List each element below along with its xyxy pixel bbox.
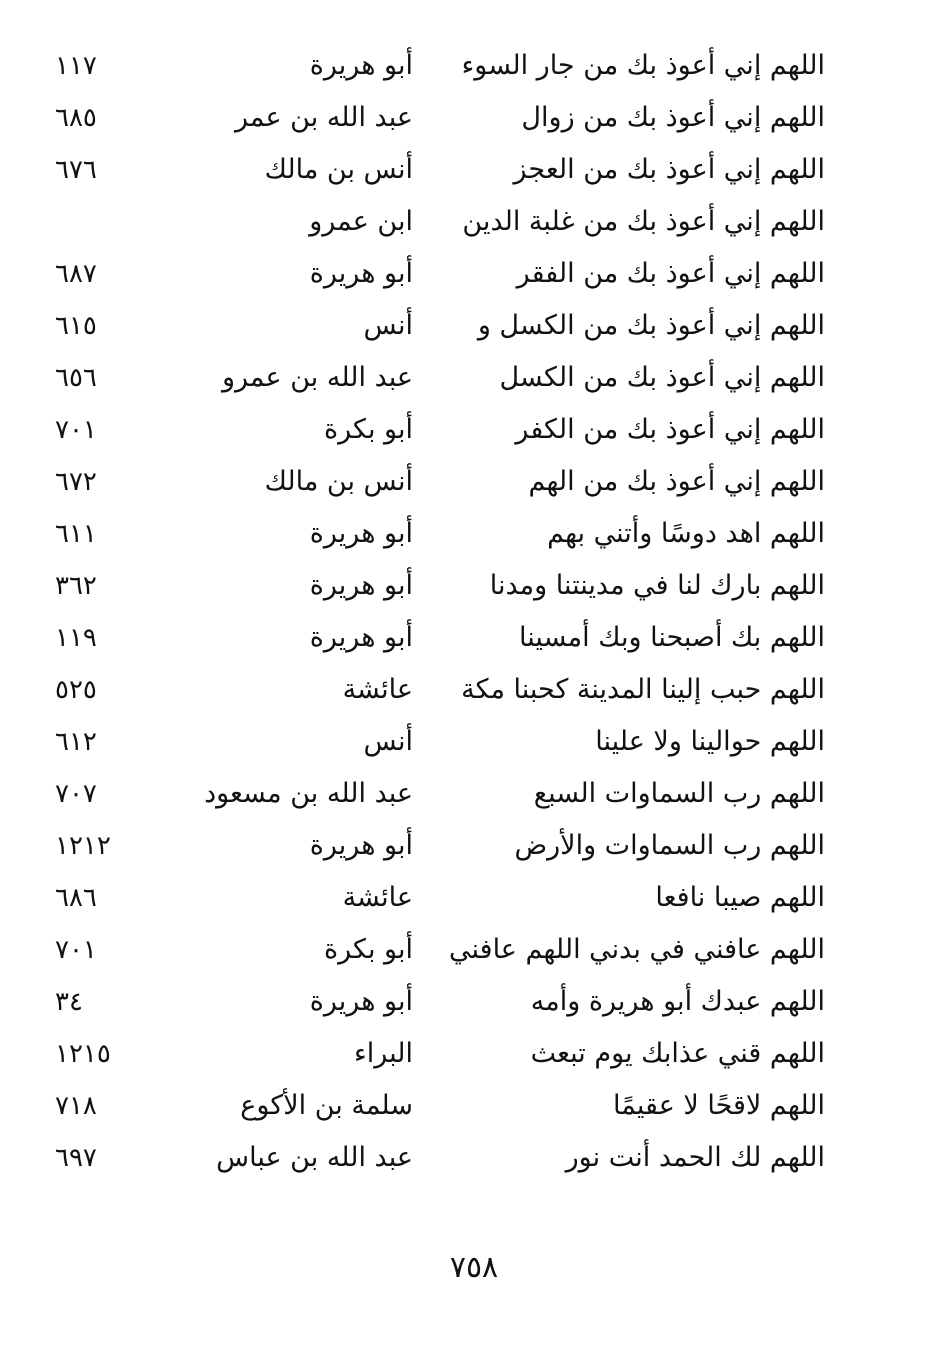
page-reference: ٧٠١	[55, 935, 97, 965]
hadith-text: اللهم لاقحًا لا عقيمًا	[613, 1090, 825, 1121]
index-row	[0, 404, 948, 456]
hadith-text: اللهم رب السماوات السبع	[533, 778, 825, 809]
index-row	[0, 196, 948, 248]
index-row	[0, 456, 948, 508]
narrator-name: عبد الله بن عمرو	[221, 362, 413, 393]
hadith-text: اللهم إني أعوذ بك من العجز	[513, 154, 825, 185]
hadith-text: اللهم إني أعوذ بك من الفقر	[516, 258, 825, 289]
hadith-text: اللهم بك أصبحنا وبك أمسينا	[519, 622, 825, 653]
page-reference: ٦٧٢	[55, 467, 97, 497]
narrator-name: ابن عمرو	[309, 206, 413, 237]
hadith-text: اللهم إني أعوذ بك من الكسل و	[477, 310, 825, 341]
index-row	[0, 664, 948, 716]
index-row	[0, 1028, 948, 1080]
narrator-name: أبو هريرة	[309, 258, 413, 289]
narrator-name: أبو هريرة	[309, 986, 413, 1017]
index-row	[0, 612, 948, 664]
page-reference: ٦١٥	[55, 311, 97, 341]
page-reference: ٦١٢	[55, 727, 97, 757]
index-row	[0, 248, 948, 300]
index-row	[0, 92, 948, 144]
narrator-name: أبو هريرة	[309, 622, 413, 653]
hadith-text: اللهم بارك لنا في مدينتنا ومدنا	[489, 570, 825, 601]
page-reference: ٧٠١	[55, 415, 97, 445]
index-row	[0, 820, 948, 872]
narrator-name: أبو هريرة	[309, 570, 413, 601]
narrator-name: أبو هريرة	[309, 50, 413, 81]
page-reference: ٧٠٧	[55, 779, 97, 809]
narrator-name: أنس	[363, 310, 413, 341]
hadith-text: اللهم إني أعوذ بك من جار السوء	[461, 50, 825, 81]
index-row	[0, 976, 948, 1028]
index-row	[0, 1080, 948, 1132]
index-row	[0, 300, 948, 352]
narrator-name: عبد الله بن عباس	[216, 1142, 413, 1173]
hadith-text: اللهم إني أعوذ بك من غلبة الدين	[462, 206, 825, 237]
narrator-name: عائشة	[342, 674, 413, 705]
page-reference: ٥٢٥	[55, 675, 97, 705]
narrator-name: أبو هريرة	[309, 830, 413, 861]
narrator-name: أبو بكرة	[323, 934, 413, 965]
hadith-text: اللهم إني أعوذ بك من الهم	[528, 466, 825, 497]
page-reference: ٦٨٦	[55, 883, 97, 913]
hadith-text: اللهم إني أعوذ بك من الكفر	[515, 414, 825, 445]
page-reference: ١٢١٢	[55, 831, 111, 861]
narrator-name: أنس بن مالك	[264, 154, 413, 185]
index-row	[0, 144, 948, 196]
index-row	[0, 924, 948, 976]
page-reference: ٣٤	[55, 987, 83, 1017]
hadith-text: اللهم حبب إلينا المدينة كحبنا مكة	[461, 674, 825, 705]
hadith-text: اللهم إني أعوذ بك من زوال	[521, 102, 825, 133]
page-reference: ٧١٨	[55, 1091, 97, 1121]
narrator-name: أنس بن مالك	[264, 466, 413, 497]
hadith-text: اللهم لك الحمد أنت نور	[565, 1142, 825, 1173]
index-row	[0, 872, 948, 924]
page-number: ٧٥٨	[449, 1250, 499, 1285]
narrator-name: عائشة	[342, 882, 413, 913]
narrator-name: عبد الله بن مسعود	[204, 778, 413, 809]
page-reference: ٦٧٦	[55, 155, 97, 185]
page-reference: ٦٨٥	[55, 103, 97, 133]
page-reference: ٦٥٦	[55, 363, 97, 393]
narrator-name: سلمة بن الأكوع	[240, 1090, 413, 1121]
narrator-name: عبد الله بن عمر	[234, 102, 413, 133]
page-reference: ١٢١٥	[55, 1039, 111, 1069]
page-reference: ٦١١	[55, 519, 97, 549]
index-row	[0, 1132, 948, 1184]
page-reference: ١١٩	[55, 623, 97, 653]
hadith-text: اللهم حوالينا ولا علينا	[595, 726, 825, 757]
page-reference: ٣٦٢	[55, 571, 97, 601]
narrator-name: البراء	[354, 1038, 413, 1069]
index-row	[0, 560, 948, 612]
page-reference: ٦٨٧	[55, 259, 97, 289]
hadith-text: اللهم عافني في بدني اللهم عافني	[449, 934, 825, 965]
page-reference: ٦٩٧	[55, 1143, 97, 1173]
hadith-text: اللهم عبدك أبو هريرة وأمه	[530, 986, 825, 1017]
hadith-index-table	[0, 40, 948, 1184]
index-row	[0, 508, 948, 560]
hadith-text: اللهم صيبا نافعا	[655, 882, 825, 913]
index-row	[0, 768, 948, 820]
narrator-name: أبو هريرة	[309, 518, 413, 549]
page-reference: ١١٧	[55, 51, 97, 81]
hadith-text: اللهم إني أعوذ بك من الكسل	[499, 362, 825, 393]
hadith-text: اللهم قني عذابك يوم تبعث	[530, 1038, 825, 1069]
index-row	[0, 40, 948, 92]
narrator-name: أبو بكرة	[323, 414, 413, 445]
narrator-name: أنس	[363, 726, 413, 757]
index-row	[0, 716, 948, 768]
index-row	[0, 352, 948, 404]
hadith-text: اللهم رب السماوات والأرض	[514, 830, 825, 861]
hadith-text: اللهم اهد دوسًا وأتني بهم	[547, 518, 825, 549]
